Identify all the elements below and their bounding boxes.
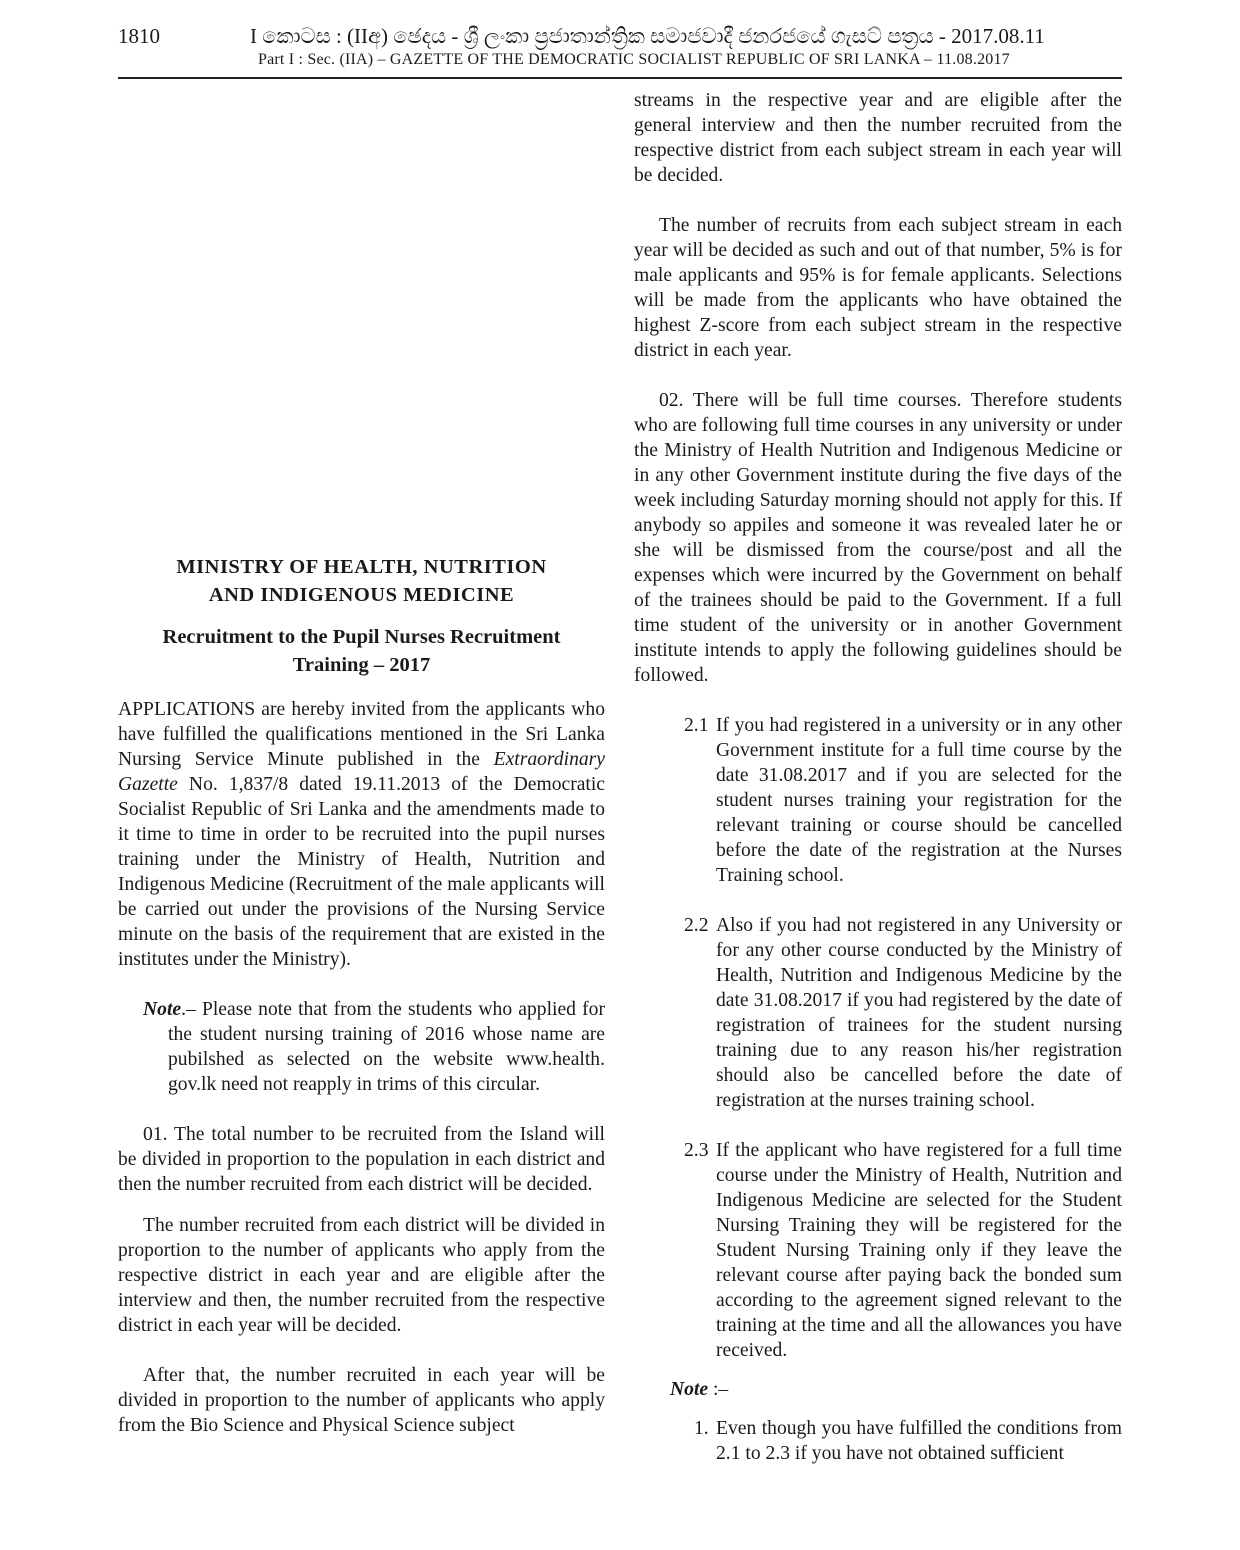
notice-title-line1: Recruitment to the Pupil Nurses Recruitment <box>162 626 561 648</box>
paragraph-01: 01. The total number to be recruited from the Island will be divided in proportion to the population in each district and then the number recruited from each district will be decided. <box>118 1124 605 1195</box>
note-heading: Note :– <box>670 1379 729 1400</box>
list-item-text: If you had registered in a university or in any other Government institute for a full time course by the date 31.08.2017 and if you are selected for the student nurses training your registration for the relevant training or course should be cancelled before the date of the registration at the Nurses Training school. <box>716 715 1122 886</box>
right-column <box>634 88 1122 1466</box>
ministry-heading-line1: MINISTRY OF HEALTH, NUTRITION <box>176 556 547 578</box>
note-list-item-text: Even though you have fulfilled the conditions from 2.1 to 2.3 if you have not obtained sufficient <box>716 1418 1122 1464</box>
header-sinhala-title: I කොටස : (IIඅ) ඡෙදය - ශ්‍රී ලංකා ප්‍රජාතාන්ත්‍රික සමාජවාදී ජනරජයේ ගැසට් පත්‍රය - 2017.08.11 <box>250 24 1045 48</box>
paragraph-01b: The number recruited from each district will be divided in proportion to the number of applicants who apply from the respective district in each year and are eligible after the interview and then, the number recruited from the respective district in each year will be decided. <box>118 1215 605 1336</box>
list-item <box>634 713 1122 888</box>
note-paragraph: Note.– Please note that from the students who applied for the student nursing training of 2016 whose name are pubilshed as selected on the website www.health. gov.lk need not reapply in trims of this circular. <box>143 999 605 1095</box>
ministry-heading <box>118 553 605 609</box>
note-label: Note <box>143 999 182 1020</box>
list-item-number: 2.2 <box>684 915 709 936</box>
list-item-text: If the applicant who have registered for a full time course under the Ministry of Health, Nutrition and Indigenous Medicine are selected for the Student Nursing Training they will be registered for the Student Nursing Training only if they leave the relevant course after paying back the bonded sum according to the agreement signed relevant to the training at the time and all the allowances you have received. <box>716 1140 1122 1361</box>
list-item <box>634 1138 1122 1363</box>
paragraph-01c: After that, the number recruited in each year will be divided in proportion to the number of applicants who apply from the Bio Science and Physical Science subject <box>118 1365 605 1436</box>
list-item-text: Also if you had not registered in any University or for any other course conducted by the Ministry of Health, Nutrition and Indigenous Medicine by the date 31.08.2017 if you had registered by the date of registration of trainees for the student nursing training due to any reason his/her registration should also be cancelled before the date of registration at the nurses training school. <box>716 915 1122 1111</box>
list-item <box>634 913 1122 1113</box>
note-list-item-number: 1. <box>694 1418 709 1439</box>
paragraph-01d: The number of recruits from each subject stream in each year will be decided as such and out of that number, 5% is for male applicants and 95% is for female applicants. Selections will be made from the applicants who have obtained the highest Z-score from each subject stream in the respective district in each year. <box>634 215 1122 361</box>
intro-paragraph: APPLICATIONS are hereby invited from the applicants who have fulfilled the qualifications mentioned in the Sri Lanka Nursing Service Minute published in the Extraordinary Gazette No. 1,837/8 dated 19.11.2013 of the Democratic Socialist Republic of Sri Lanka and the amendments made to it time to time in order to be recruited into the pupil nurses training under the Ministry of Health, Nutrition and Indigenous Medicine (Recruitment of the male applicants will be carried out under the provisions of the Nursing Service minute on the basis of the requirement that are existed in the institutes under the Ministry). <box>118 699 605 970</box>
gazette-name: Extraordinary Gazette <box>118 749 605 795</box>
left-column <box>118 88 605 1438</box>
list-item-number: 2.1 <box>684 715 709 736</box>
notice-title-line2: Training – 2017 <box>292 654 431 676</box>
list-item-number: 2.3 <box>684 1140 709 1161</box>
page-number: 1810 <box>118 24 160 48</box>
paragraph-02: 02. There will be full time courses. Therefore students who are following full time courses in any university or under the Ministry of Health Nutrition and Indigenous Medicine or in any other Government institute during the five days of the week including Saturday morning should not apply for this. If anybody so appiles and someone it was revealed later he or she will be dismissed from the course/post and all the expenses which were incurred by the Government on behalf of the trainees should be paid to the Government. If a full time student of the university or in another Government institute intends to apply the following guidelines should be followed. <box>634 390 1122 686</box>
header-english-title: Part I : Sec. (IIA) – GAZETTE OF THE DEMOCRATIC SOCIALIST REPUBLIC OF SRI LANKA – 11.08.2017 <box>258 51 1010 68</box>
note-list-item <box>634 1416 1122 1466</box>
notice-title <box>118 623 605 679</box>
ministry-heading-line2: AND INDIGENOUS MEDICINE <box>208 584 515 606</box>
blank-area <box>118 88 605 553</box>
header-rule <box>118 77 1122 79</box>
paragraph-01c-continued: streams in the respective year and are eligible after the general interview and then the number recruited from the respective district from each subject stream in each year will be decided. <box>634 90 1122 186</box>
